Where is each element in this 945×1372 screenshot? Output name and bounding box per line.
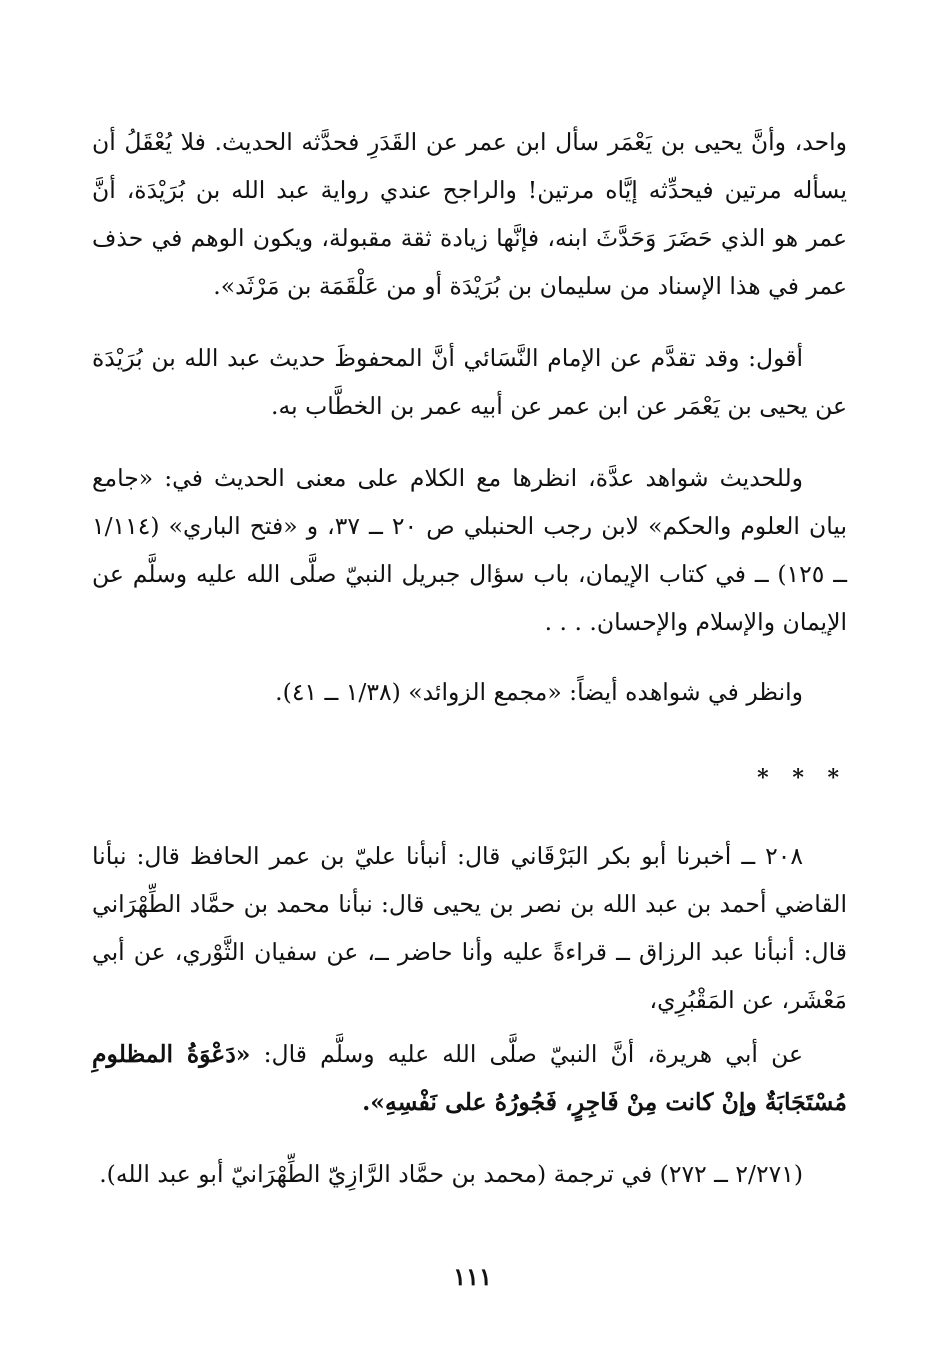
hadith-lead: عن أبي هريرة، أنَّ النبيّ صلَّى الله عليه وسلَّم قال: — [250, 1040, 803, 1068]
hadith-text — [92, 1030, 847, 1126]
section-separator: * * * — [757, 765, 847, 791]
page-number: ١١١ — [453, 1262, 492, 1291]
hadith-chain: ٢٠٨ ــ أخبرنا أبو بكر البَرْقَاني قال: أنبأنا عليّ بن عمر الحافظ قال: نبأنا القاضي أحمد بن عبد الله بن نصر بن يحيى قال: نبأنا محمد بن حمَّاد الطِّهْرَاني قال: أنبأنا عبد الرزاق ــ قراءةً عليه وأنا حاضر ــ، عن سفيان الثَّوْري، عن أبي مَعْشَر، عن المَقْبُرِي، — [92, 842, 847, 1014]
hadith-quote: «دَعْوَةُ المظلومِ مُسْتَجَابَةٌ وإنْ كانت مِنْ فَاجِرٍ، فَجُورُهُ على نَفْسِهِ». — [92, 1040, 847, 1116]
paragraph-author-note: أقول: وقد تقدَّم عن الإمام النَّسَائي أنَّ المحفوظَ حديث عبد الله بن بُرَيْدَة عن يحيى بن يَعْمَر عن ابن عمر عن أبيه عمر بن الخطَّاب به. — [92, 344, 847, 420]
paragraph-further-reference: وانظر في شواهده أيضاً: «مجمع الزوائد» (١/٣٨ ــ ٤١). — [275, 678, 803, 706]
paragraph-supporting-narrations: وللحديث شواهد عدَّة، انظرها مع الكلام على معنى الحديث في: «جامع بيان العلوم والحكم» لابن رجب الحنبلي ص ٢٠ ــ ٣٧، و «فتح الباري» (١/١١٤ ــ ١٢٥) ــ في كتاب الإيمان، باب سؤال جبريل النبيّ صلَّى الله عليه وسلَّم عن الإيمان والإسلام والإحسان. . . . — [92, 464, 848, 636]
hadith-source-reference: (٢/٢٧١ ــ ٢٧٢) في ترجمة (محمد بن حمَّاد الرَّازِيّ الطِّهْرَانيّ أبو عبد الله). — [99, 1160, 803, 1188]
page-body — [92, 118, 847, 1198]
paragraph-commentary-end: واحد، وأنَّ يحيى بن يَعْمَر سأل ابن عمر عن القَدَرِ فحدَّثه الحديث. فلا يُعْقَلُ أن يسأله مرتين فيحدِّثه إيَّاه مرتين! والراجح عندي رواية عبد الله بن بُرَيْدَة، أنَّ عمر هو الذي حَضَرَ وَحَدَّثَ ابنه، فإنَّها زيادة ثقة مقبولة، ويكون الوهم في حذف عمر في هذا الإسناد من سليمان بن بُرَيْدَة أو من عَلْقَمَة بن مَرْثَد». — [92, 128, 847, 300]
